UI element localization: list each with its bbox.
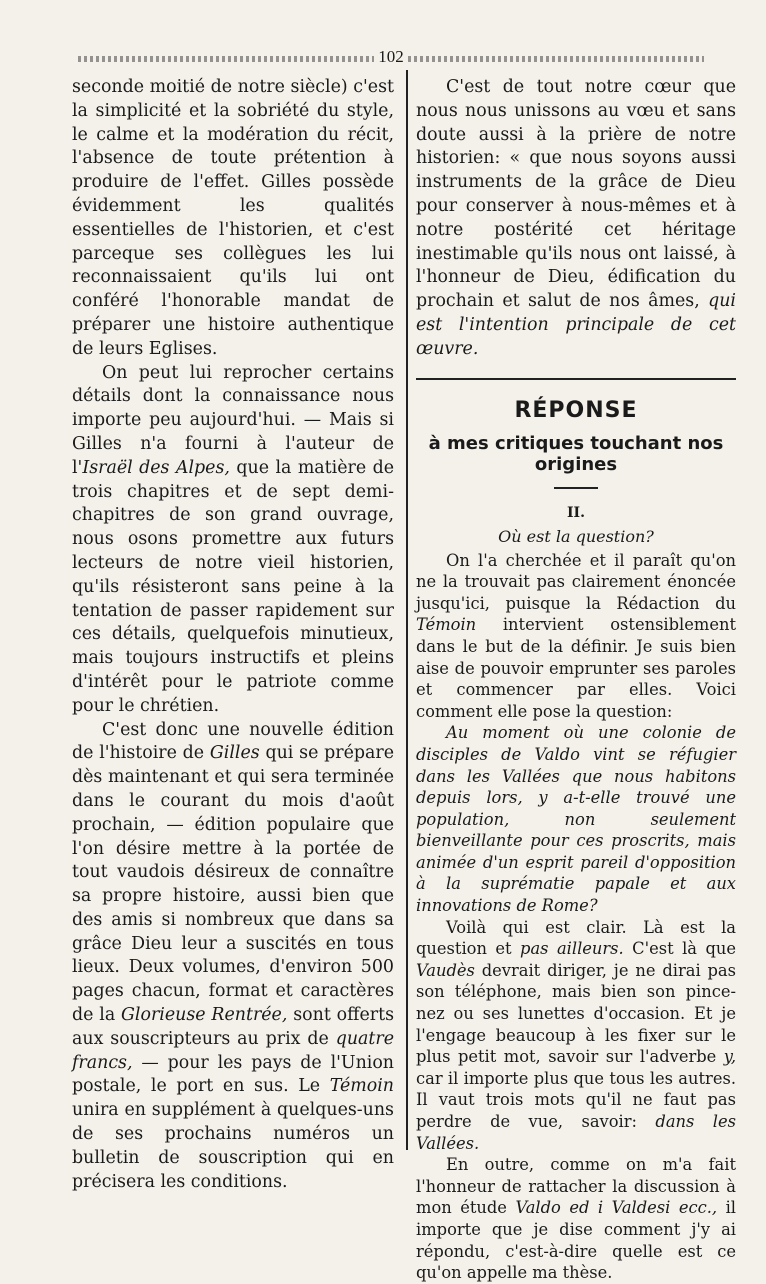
paragraph: C'est donc une nouvelle édition de l'histoire de Gilles qui se prépare dès maintenant et qui sera terminée dans le courant du mois d'août prochain, — édition populaire que l'on désire mettre à la portée de tout vaudois désireux de connaître sa propre histoire, aussi bien que des amis si nombreux que dans sa grâce Dieu leur a suscités en tous lieux. Deux volumes, d'environ 500 pages chacun, format et caractères de la Glorieuse Rentrée, sont offerts aux souscripteurs au prix de quatre francs, — pour les pays de l'Union postale, le port en sus. Le Témoin unira en supplément à quelques-uns de ses prochains numéros un bulletin de souscription qui en précisera les conditions. [72,719,394,1192]
left-column [72,76,394,1194]
paragraph: En outre, comme on m'a fait l'honneur de rattacher la discussion à mon étude Valdo ed i Valdesi ecc., il importe que je dise comment j'y ai répondu, c'est-à-dire quelle est ce qu'on appelle ma thèse. [416,1155,736,1283]
paragraph: On l'a cherchée et il paraît qu'on ne la trouvait pas clairement énoncée jusqu'ici, puisque la Rédaction du Témoin intervient ostensiblement dans le but de la définir. Je suis bien aise de pouvoir emprunter ses paroles et commencer par elles. Voici comment elle pose la question: [416,550,736,721]
paragraph: On peut lui reprocher certains détails dont la connaissance nous importe peu aujourd'hui. — Mais si Gilles n'a fourni à l'auteur de l'Israël des Alpes, que la matière de trois chapitres et de sept demi-chapitres de son grand ouvrage, nous osons promettre aux futurs lecteurs de notre vieil historien, qu'ils résisteront sans peine à la tentation de passer rapidement sur ces détails, quelquefois minutieux, mais toujours instructifs et pleins d'intérêt pour le patriote comme pour le chrétien. [72,362,394,716]
right-column [416,76,736,1284]
header-rule-right [408,56,704,62]
article-title: RÉPONSE [514,397,638,423]
section-title: Où est la question? [498,526,654,546]
paragraph: Voilà qui est clair. Là est la question et pas ailleurs. C'est là que Vaudès devrait diriger, je ne dirai pas son téléphone, mais bien son pince-nez ou ses lunettes d'occasion. Et je l'engage beaucoup à les fixer sur le plus petit mot, savoir sur l'adverbe y, car il importe plus que tous les autres. Il vaut trois mots qu'il ne faut pas perdre de vue, savoir: dans les Vallées. [416,917,736,1153]
paragraph: seconde moitié de notre siècle) c'est la simplicité et la sobriété du style, le calme et la modération du récit, l'absence de toute prétention à produire de l'effet. Gilles possède évidemment les qualités essentielles de l'historien, et c'est parceque ses collègues les lui reconnaissaient qu'ils lui ont conféré l'honorable mandat de préparer une histoire authentique de leurs Eglises. [72,77,394,359]
quoted-question: Au moment où une colonie de disciples de Valdo vint se réfugier dans les Vallées que nous habitons depuis lors, y a-t-elle trouvé une population, non seulement bienveillante pour ces proscrits, mais animée d'un esprit pareil d'opposition à la suprématie papale et aux innovations de Rome? [416,723,736,916]
section-number: II. [567,504,585,521]
page-header [78,46,704,68]
article-subtitle: à mes critiques touchant nos origines [428,432,724,475]
column-divider [406,70,408,1150]
page-number: 102 [378,47,404,66]
title-dash [554,487,598,489]
header-rule-left [78,56,374,62]
section-rule [416,378,736,380]
paragraph: C'est de tout notre cœur que nous nous unissons au vœu et sans doute aussi à la prière de notre historien: « que nous soyons aussi instruments de la grâce de Dieu pour conserver à nous-mêmes et à notre postérité cet héritage inestimable qu'ils nous ont laissé, à l'honneur de Dieu, édification du prochain et salut de nos âmes, qui est l'intention principale de cet œuvre. [416,77,736,359]
